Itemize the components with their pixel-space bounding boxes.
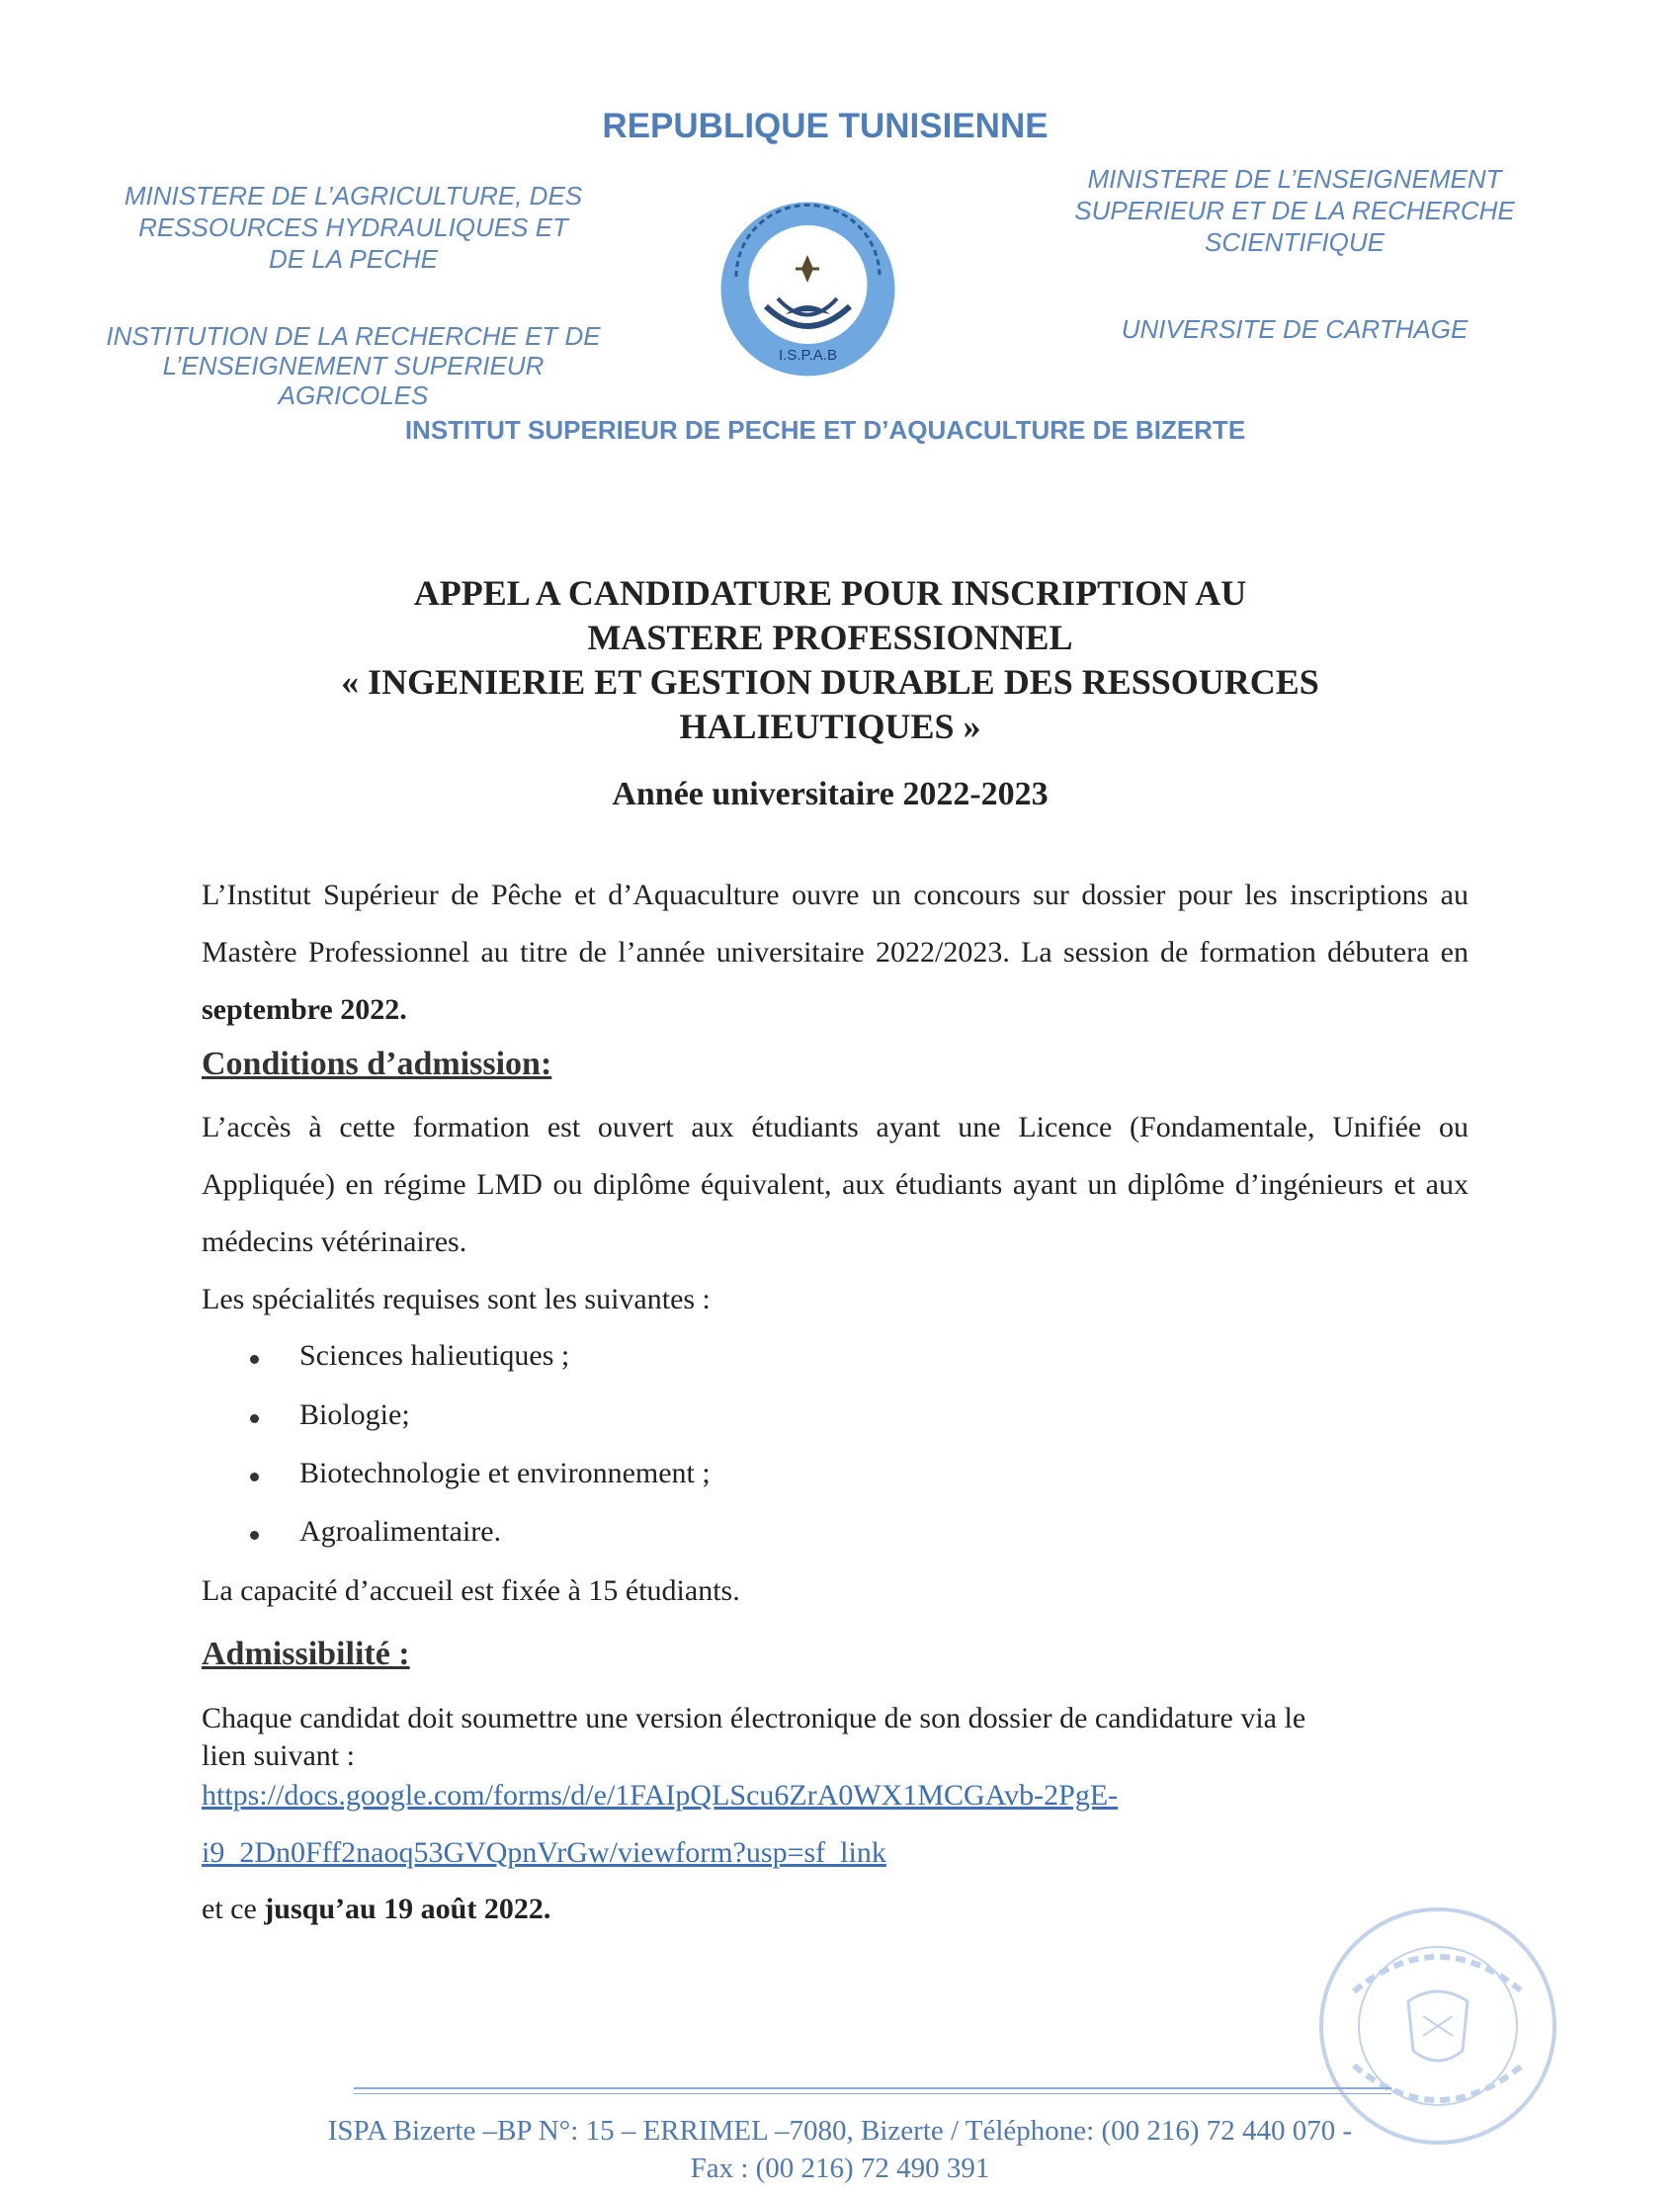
admissibility-text-line2: lien suivant : bbox=[202, 1739, 355, 1772]
ministry-agriculture-line: RESSOURCES HYDRAULIQUES ET bbox=[138, 212, 568, 242]
republic-title: REPUBLIQUE TUNISIENNE bbox=[602, 107, 1049, 145]
footer-divider bbox=[354, 2087, 1391, 2089]
bullet-icon bbox=[250, 1473, 259, 1481]
intro-paragraph bbox=[202, 867, 1469, 1039]
university-name: UNIVERSITE DE CARTHAGE bbox=[1121, 314, 1469, 344]
conditions-paragraph: L’accès à cette formation est ouvert aux étudiants ayant une Licence (Fondamentale, Unifiée ou Appliquée) en régime LMD ou diplôme équivalent, aux étudiants ayant un diplôme d’ingénieurs et aux médecins vétérinaires. bbox=[202, 1111, 1469, 1258]
ministry-higher-education-line: SCIENTIFIQUE bbox=[1204, 227, 1385, 257]
ministry-higher-education-line: SUPERIEUR ET DE LA RECHERCHE bbox=[1074, 196, 1515, 225]
logo-text: I.S.P.A.B bbox=[779, 347, 837, 364]
ministry-agriculture-line: DE LA PECHE bbox=[269, 244, 438, 274]
ministry-higher-education bbox=[1018, 163, 1571, 258]
title-line: MASTERE PROFESSIONNEL bbox=[587, 618, 1073, 657]
specialty-text: Biotechnologie et environnement ; bbox=[299, 1457, 711, 1489]
footer-fax: Fax : (00 216) 72 490 391 bbox=[690, 2153, 990, 2184]
institution-research bbox=[79, 321, 628, 410]
conditions-heading: Conditions d’admission: bbox=[202, 1046, 552, 1082]
admissibility-heading: Admissibilité : bbox=[202, 1636, 410, 1672]
deadline-text bbox=[202, 1893, 550, 1926]
footer-address: ISPA Bizerte –BP N°: 15 – ERRIMEL –7080, Bizerte / Téléphone: (00 216) 72 440 070 - bbox=[327, 2115, 1353, 2147]
title-line: APPEL A CANDIDATURE POUR INSCRIPTION AU bbox=[413, 573, 1247, 613]
deadline-prefix: et ce bbox=[202, 1893, 265, 1925]
bullet-icon bbox=[250, 1414, 259, 1423]
application-form-link-cont[interactable]: i9_2Dn0Fff2naoq53GVQpnVrGw/viewform?usp=sf_link bbox=[202, 1836, 886, 1869]
ministry-agriculture bbox=[79, 180, 628, 275]
bullet-icon bbox=[250, 1531, 259, 1540]
specialty-text: Agroalimentaire. bbox=[299, 1515, 502, 1548]
institution-research-line: INSTITUTION DE LA RECHERCHE ET DE bbox=[106, 321, 601, 351]
ispab-logo bbox=[716, 198, 899, 380]
academic-year: Année universitaire 2022-2023 bbox=[612, 776, 1049, 812]
official-stamp bbox=[1314, 1902, 1561, 2150]
intro-text: L’Institut Supérieur de Pêche et d’Aquaculture ouvre un concours sur dossier pour les inscriptions au Mastère Professionnel au titre de l’année universitaire 2022/2023. La session de formation débutera en bbox=[202, 879, 1469, 969]
title-line: HALIEUTIQUES » bbox=[679, 707, 981, 746]
deadline-date: jusqu’au 19 août 2022. bbox=[264, 1893, 551, 1925]
institute-name: INSTITUT SUPERIEUR DE PECHE ET D’AQUACULTURE DE BIZERTE bbox=[404, 415, 1246, 445]
title-line: « INGENIERIE ET GESTION DURABLE DES RESSOURCES bbox=[341, 662, 1319, 702]
specialties-intro: Les spécialités requises sont les suivantes : bbox=[202, 1283, 711, 1315]
specialty-text: Biologie; bbox=[299, 1398, 410, 1431]
footer-divider bbox=[354, 2093, 1391, 2094]
intro-start-date: septembre 2022. bbox=[202, 993, 407, 1026]
ministry-agriculture-line: MINISTERE DE L’AGRICULTURE, DES bbox=[124, 181, 583, 211]
institution-research-line: AGRICOLES bbox=[278, 380, 429, 410]
admissibility-text-line1: Chaque candidat doit soumettre une version électronique de son dossier de candidature via le bbox=[202, 1702, 1306, 1734]
document-title bbox=[178, 571, 1482, 749]
ministry-higher-education-line: MINISTERE DE L’ENSEIGNEMENT bbox=[1087, 164, 1502, 194]
specialty-text: Sciences halieutiques ; bbox=[299, 1339, 570, 1372]
application-form-link[interactable]: https://docs.google.com/forms/d/e/1FAIpQLScu6ZrA0WX1MCGAvb-2PgE- bbox=[202, 1779, 1119, 1812]
bullet-icon bbox=[250, 1355, 259, 1364]
capacity-text: La capacité d’accueil est fixée à 15 étudiants. bbox=[202, 1574, 740, 1607]
institution-research-line: L’ENSEIGNEMENT SUPERIEUR bbox=[162, 351, 545, 380]
